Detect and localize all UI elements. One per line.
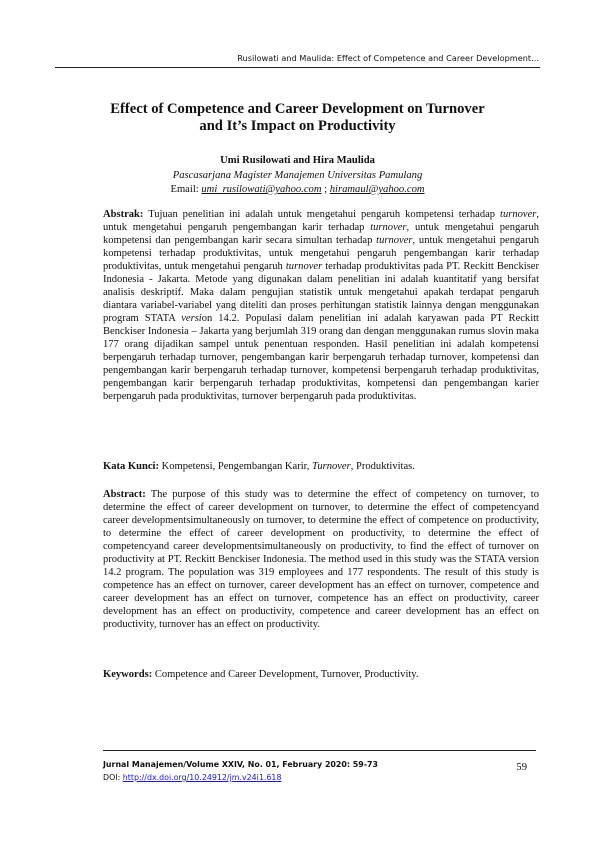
kata-kunci-text: Kompetensi, Pengembangan Karir, — [158, 461, 313, 472]
running-head: Rusilowati and Maulida: Effect of Competence and Career Development... — [237, 53, 539, 63]
title-line-1: Effect of Competence and Career Development on Turnover — [110, 101, 485, 117]
abstrak-text: Tujuan penelitian ini adalah untuk mengetahui pengaruh kompetensi terhadap — [143, 209, 501, 220]
journal-citation: Jurnal Manajemen/Volume XXIV, No. 01, February 2020: 59-73 — [103, 760, 379, 769]
abstrak-italic-term: turnover — [370, 222, 407, 234]
abstract-label: Abstract: — [103, 489, 146, 500]
abstrak-italic-term: turnover — [500, 209, 537, 220]
doi-link[interactable]: http://dx.doi.org/10.24912/jm.v24i1.618 — [122, 773, 282, 782]
abstrak-paragraph — [103, 208, 539, 403]
keywords-text: Competence and Career Development, Turnover, Productivity. — [152, 669, 419, 680]
email-label: Email: — [170, 184, 202, 195]
keywords-label: Keywords: — [103, 669, 153, 680]
kata-kunci-italic-term: Turnover — [312, 461, 351, 472]
page-number: 59 — [516, 762, 527, 773]
doi-line — [103, 773, 281, 782]
author-affiliation: Pascasarjana Magister Manajemen Universitas Pamulang — [172, 169, 423, 181]
email-separator: ; — [321, 184, 330, 195]
kata-kunci-label: Kata Kunci: — [103, 461, 159, 472]
title-line-2: and It’s Impact on Productivity — [199, 118, 396, 134]
abstrak-text: terhadap produktivitas pada PT. Reckitt Benckiser Indonesia - Jakarta. Metode yang digunakan dalam penelitian ini adalah kuantitatif yang bersifat analisis deskriptif. Maka dalam pengujian statistik untuk mengetahui apakah terdapat pengaruh diantara variabel-variabel yang diteliti dan proses perhitungan statistik lainnya dengan menggunakan program STATA — [103, 261, 539, 325]
abstrak-text: on 14.2. Populasi dalam penelitian ini adalah karyawan pada PT Reckitt Benckiser Indonesia – Jakarta yang berjumlah 319 orang dan dengan menggunakan rumus slovin maka 177 orang dijadikan sampel untuk penentuan responden. Hasil penelitian ini adalah kompetensi berpengaruh terhadap turnover, pengembangan karir berpengaruh terhadap turnover, kompetensi dan pengembangan karir berpengaruh terhadap turnover, kompetensi berpengaruh terhadap produktivitas, pengembangan karir berpengaruh terhadap produktivitas, kompetensi dan pengembangan karier berpengaruh pada produktivitas, turnover berpengaruh pada produktivitas. — [103, 313, 539, 403]
footer-rule — [103, 750, 536, 751]
paper-title — [70, 101, 525, 135]
author-block — [100, 154, 495, 198]
author-emails — [100, 183, 495, 198]
email-link-2[interactable]: hiramaul@yahoo.com — [329, 184, 425, 195]
abstrak-text: , untuk mengetahui pengaruh kompetensi dan pengembangan karir secara simultan terhadap — [103, 222, 539, 247]
email-link-1[interactable]: umi_rusilowati@yahoo.com — [201, 184, 322, 195]
kata-kunci-line — [103, 460, 539, 473]
header-rule — [55, 67, 540, 68]
abstrak-italic-term: turnover — [376, 235, 413, 247]
abstract-paragraph — [103, 488, 539, 631]
abstrak-text: , untuk mengetahui pengaruh kompetensi terhadap produktivitas, untuk mengetahui pengaruh pengembangan karir terhadap produktivitas, untuk mengetahui pengaruh — [103, 235, 539, 273]
keywords-line — [103, 668, 539, 681]
kata-kunci-text: , Produktivitas. — [350, 461, 415, 472]
abstrak-italic-term: turnover — [285, 261, 323, 273]
abstrak-text: , untuk mengetahui pengaruh pengembangan karir terhadap — [103, 209, 539, 234]
abstrak-italic-term: versi — [181, 313, 202, 325]
doi-label: DOI: — [103, 773, 123, 782]
abstrak-label: Abstrak: — [103, 209, 144, 220]
abstract-text: The purpose of this study was to determine the effect of competency on turnover, to determine the effect of career development on turnover, to determine the effect of competencyand career developmentsimultaneously on turnover, to determine the effect of competence on productivity, to determine the effect of career development on productivity, to determine the effect of competencyand career developmentsimultaneously on productivity, to find the effect of turnover on productivity at PT. Reckitt Benckiser Indonesia. The method used in this study was the STATA version 14.2 program. The population was 319 employees and 177 respondents. The result of this study is competence has an effect on turnover, career development has an effect on turnover, competence and career development has an effect on turnover, competence has an effect on productivity, career development has an effect on productivity, competence and career development has an effect on productivity, turnover has an effect on productivity. — [103, 489, 539, 631]
author-names: Umi Rusilowati and Hira Maulida — [220, 155, 375, 166]
